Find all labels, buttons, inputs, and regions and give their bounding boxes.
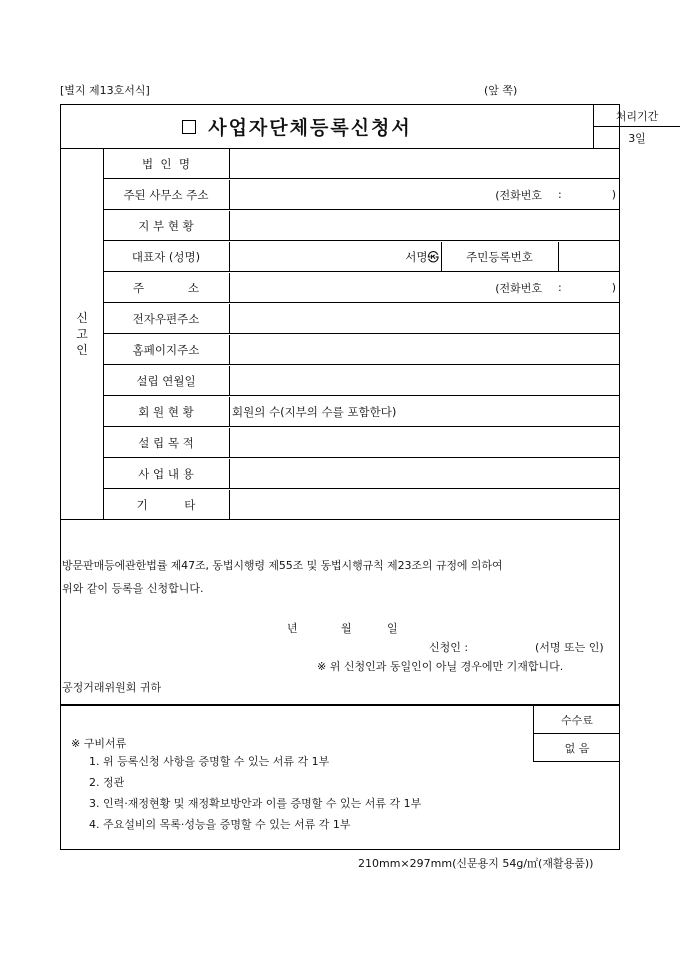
document-item: 4. 주요설비의 목록·성능을 증명할 수 있는 서류 각 1부 [89,818,351,831]
row-label: 대표자 (성명) [103,242,230,271]
phone-close: ) [611,188,616,201]
phone-hint [495,180,616,209]
processing-value: 3일 [628,131,646,145]
row-branch [103,211,620,241]
applicant-sign: (서명 또는 인) [535,641,604,654]
documents-heading: ※ 구비서류 [71,737,127,750]
row-label: 기 타 [103,490,230,519]
date-month: 월 [341,622,352,635]
recipient: 공정거래위원회 귀하 [62,681,162,694]
row-business [103,459,620,489]
required-documents [60,705,620,850]
row-homepage [103,335,620,365]
checkbox-square-icon [182,120,196,134]
row-corp-name [103,149,620,179]
row-purpose [103,428,620,458]
paper-spec: 210mm×297mm(신문용지 54g/㎡(재활용품)) [358,857,594,870]
document-item: 2. 정관 [89,776,125,789]
row-members [103,397,620,427]
fee-box [533,706,620,762]
fee-label: 수수료 [533,706,620,734]
phone-colon: : [557,281,562,294]
row-label: 주 소 [103,273,230,302]
founding-date-field[interactable] [230,366,620,395]
form-title: 사업자단체등록신청서 [208,117,412,139]
row-email [103,304,620,334]
phone-colon: : [557,188,562,201]
processing-label: 처리기간 [594,105,680,127]
row-label: 법 인 명 [103,149,230,178]
form-number: [별지 제13호서식] [60,84,150,97]
document-item: 3. 인력·재정현황 및 재정확보방안과 이를 증명할 수 있는 서류 각 1부 [89,797,422,810]
phone-label: (전화번호 [495,188,542,202]
row-label: 지 부 현 황 [103,211,230,240]
corp-name-field[interactable] [230,149,620,178]
row-label: 설립 연월일 [103,366,230,395]
row-representative [103,242,620,272]
branch-field[interactable] [230,211,620,240]
resident-number-label: 주민등록번호 [441,242,559,271]
processing-period [593,105,680,148]
business-field[interactable] [230,459,620,488]
declaration-line2: 위와 같이 등록을 신청합니다. [62,582,204,595]
signature-mark: 서명㉿ [381,242,442,271]
declaration-line1: 방문판매등에관한법률 제47조, 동법시행령 제55조 및 동법시행규칙 제23조의 규정에 의하여 [62,559,503,572]
applicant-table [60,148,620,520]
applicant-side-label [61,149,104,519]
row-etc [103,490,620,520]
side-char: 인 [76,343,88,357]
date-day: 일 [387,622,398,635]
side-char: 신 [76,311,88,325]
applicant-label: 신청인 : [429,641,469,654]
side-char: 고 [76,327,88,341]
declaration-note: ※ 위 신청인과 동일인이 아닐 경우에만 기재합니다. [317,660,564,673]
email-field[interactable] [230,304,620,333]
page-side: (앞 쪽) [484,84,518,97]
row-label: 사 업 내 용 [103,459,230,488]
homepage-field[interactable] [230,335,620,364]
row-label: 설 립 목 적 [103,428,230,457]
row-label: 주된 사무소 주소 [103,180,230,209]
purpose-field[interactable] [230,428,620,457]
row-address [103,273,620,303]
declaration-section [60,519,620,705]
row-main-office [103,180,620,210]
row-founding-date [103,366,620,396]
row-label: 전자우편주소 [103,304,230,333]
resident-number-field[interactable] [559,242,620,271]
title-box [60,104,659,149]
phone-label: (전화번호 [495,281,542,295]
form-title-wrap [61,105,533,148]
document-item: 1. 위 등록신청 사항을 증명할 수 있는 서류 각 1부 [89,755,330,768]
phone-hint [495,273,616,302]
phone-close: ) [611,281,616,294]
date-year: 년 [287,622,298,635]
row-label: 회 원 현 황 [103,397,230,426]
representative-field[interactable] [230,242,376,271]
row-label: 홈페이지주소 [103,335,230,364]
fee-value: 없 음 [533,734,620,762]
etc-field[interactable] [230,490,620,519]
members-field[interactable]: 회원의 수(지부의 수를 포함한다) [232,404,397,419]
